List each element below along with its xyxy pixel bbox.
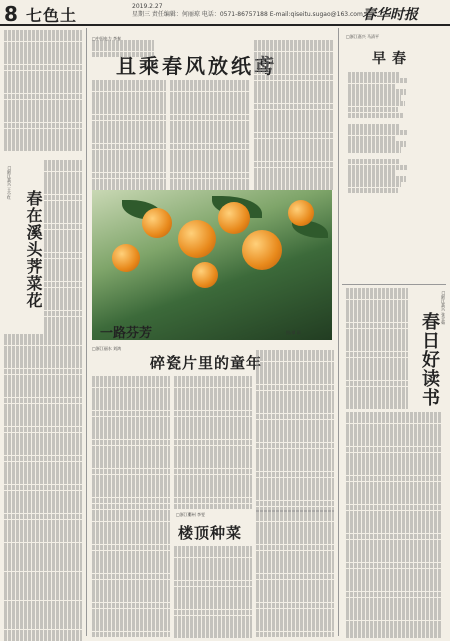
byline: □浙江嘉兴 王小红 [7, 165, 12, 200]
article-body [256, 350, 334, 506]
byline: □浙江丽水 刘鸿 [92, 346, 122, 351]
article-body [92, 510, 170, 634]
article-body [92, 376, 170, 506]
article-title: 碎瓷片里的童年 [150, 354, 263, 372]
article-body [174, 376, 252, 506]
issue-date: 2019.2.27 星期三 责任编辑：何丽琼 电话：0571-86757188 E-mail:qiseitu.sugao@163.com [132, 3, 363, 18]
byline: □中国电力 李春 [92, 36, 122, 41]
byline: □浙江嘉兴 张全茹 [441, 290, 446, 325]
left-top-column [4, 30, 82, 150]
article-body [346, 412, 442, 634]
article-title: 春日好读书 [419, 312, 440, 407]
page-number: 8 [4, 2, 18, 26]
section-title: 七色土 [26, 6, 78, 25]
byline: □浙江衢州 李雯 [176, 512, 206, 517]
photo-credit: 图/谭 雨 [286, 330, 301, 335]
article-title: 春在溪头荠菜花 [24, 190, 43, 309]
article-body [254, 40, 334, 188]
article-body [44, 160, 82, 330]
photo-caption: 一路芬芳 [100, 326, 153, 341]
article-body [170, 80, 250, 188]
article-body [92, 80, 166, 188]
byline: □浙江嘉兴 马清平 [346, 34, 380, 39]
article-body [174, 546, 252, 634]
article-body [346, 288, 408, 408]
poem-title: 早春 [372, 51, 412, 67]
column-divider [338, 28, 339, 636]
divider [342, 284, 446, 285]
masthead [0, 0, 450, 26]
article-body [4, 334, 82, 634]
article-title: 楼顶种菜 [178, 524, 243, 542]
poem-body [348, 72, 434, 282]
newspaper-logo: 春华时报 [362, 7, 418, 23]
orange-photo [92, 190, 332, 340]
column-divider [86, 28, 87, 636]
article-title: 且乘春风放纸鸢 [116, 54, 277, 78]
article-body [256, 510, 334, 634]
